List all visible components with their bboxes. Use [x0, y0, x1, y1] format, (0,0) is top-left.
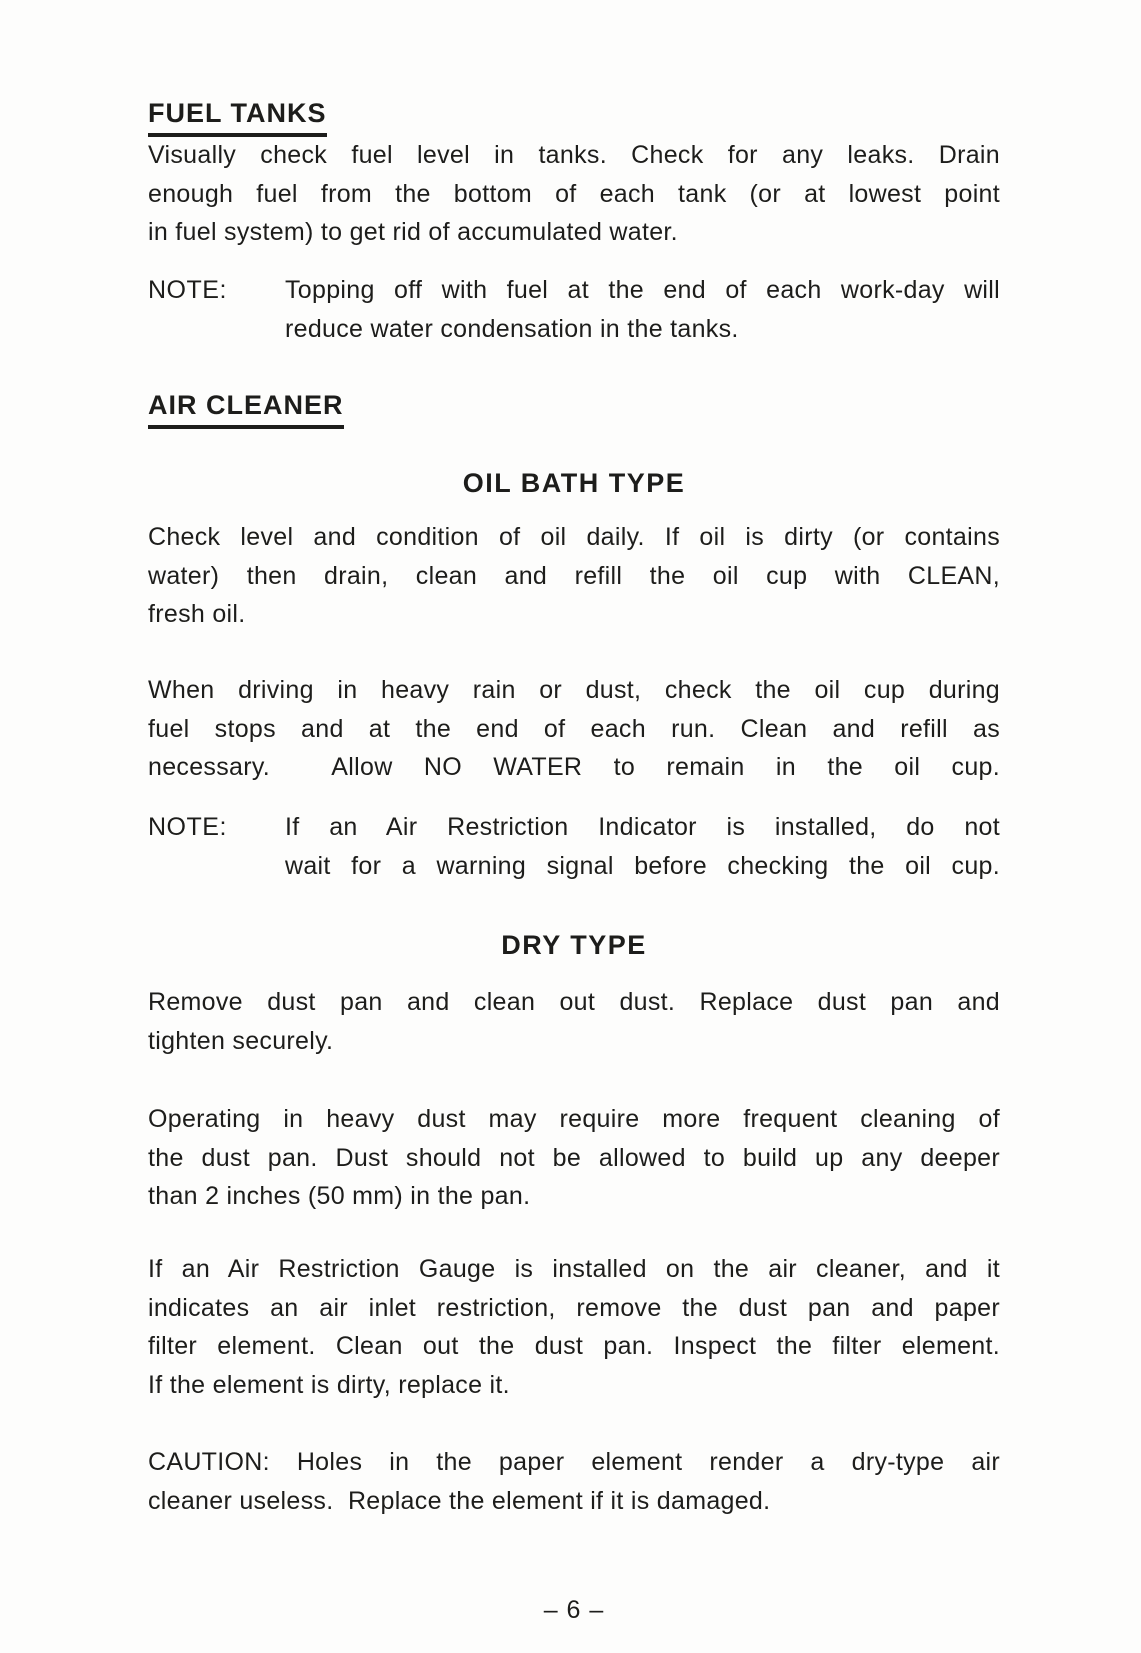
subheading-dry-type: DRY TYPE [501, 930, 647, 960]
paragraph-line: in fuel system) to get rid of accumulated water. [148, 218, 678, 246]
paragraph-oil-bath-1 [148, 518, 1000, 634]
paragraph-dry-2 [148, 1100, 1000, 1216]
paragraph-line: the dust pan. Dust should not be allowed to build up any deeper [148, 1143, 1000, 1172]
note-block-air-restriction [148, 808, 1000, 885]
note-line: If an Air Restriction Indicator is installed, do not [285, 813, 1000, 841]
section-heading-air-cleaner [148, 388, 1000, 429]
paragraph-line: indicates an air inlet restriction, remove the dust pan and paper [148, 1293, 1000, 1322]
paragraph-line: filter element. Clean out the dust pan. Inspect the filter element. [148, 1332, 1000, 1360]
note-line: reduce water condensation in the tanks. [285, 314, 739, 343]
section-heading-air-cleaner-text: AIR CLEANER [148, 388, 344, 429]
subheading-oil-bath-type: OIL BATH TYPE [462, 468, 686, 498]
paragraph-line: Operating in heavy dust may require more frequent cleaning of [148, 1105, 1000, 1133]
note-block-fuel [148, 271, 1000, 348]
paragraph-line: enough fuel from the bottom of each tank (or at lowest point [148, 179, 1000, 208]
note-body [285, 271, 1000, 348]
paragraph-line: tighten securely. [148, 1026, 334, 1055]
note-body [285, 808, 1000, 885]
note-line: wait for a warning signal before checking the oil cup. [285, 851, 1000, 880]
note-label: NOTE: [148, 276, 227, 304]
section-heading-fuel-tanks [148, 96, 1000, 137]
paragraph-line: necessary. Allow NO WATER to remain in the oil cup. [148, 753, 1000, 781]
note-label: NOTE: [148, 813, 227, 841]
paragraph-oil-bath-2 [148, 671, 1000, 787]
paragraph-line: fresh oil. [148, 600, 246, 628]
paragraph-line: fuel stops and at the end of each run. Clean and refill as [148, 714, 1000, 743]
caution-line: CAUTION: Holes in the paper element render a dry-type air [148, 1448, 1000, 1476]
caution-line: cleaner useless. Replace the element if it is damaged. [148, 1486, 771, 1515]
note-line: Topping off with fuel at the end of each work-day will [285, 276, 1000, 304]
paragraph-fuel-tanks [148, 136, 1000, 252]
paragraph-line: Check level and condition of oil daily. If oil is dirty (or contains [148, 523, 1000, 551]
caution-paragraph [148, 1443, 1000, 1520]
page-number: – 6 – [543, 1596, 605, 1624]
paragraph-line: than 2 inches (50 mm) in the pan. [148, 1182, 531, 1210]
paragraph-line: If the element is dirty, replace it. [148, 1370, 510, 1399]
paragraph-line: Visually check fuel level in tanks. Check for any leaks. Drain [148, 141, 1000, 169]
paragraph-line: If an Air Restriction Gauge is installed on the air cleaner, and it [148, 1255, 1000, 1283]
paragraph-line: Remove dust pan and clean out dust. Replace dust pan and [148, 988, 1000, 1016]
paragraph-dry-3 [148, 1250, 1000, 1404]
paragraph-line: water) then drain, clean and refill the oil cup with CLEAN, [148, 561, 1000, 590]
paragraph-line: When driving in heavy rain or dust, check the oil cup during [148, 676, 1000, 704]
section-heading-fuel-tanks-text: FUEL TANKS [148, 96, 327, 137]
paragraph-dry-1 [148, 983, 1000, 1060]
